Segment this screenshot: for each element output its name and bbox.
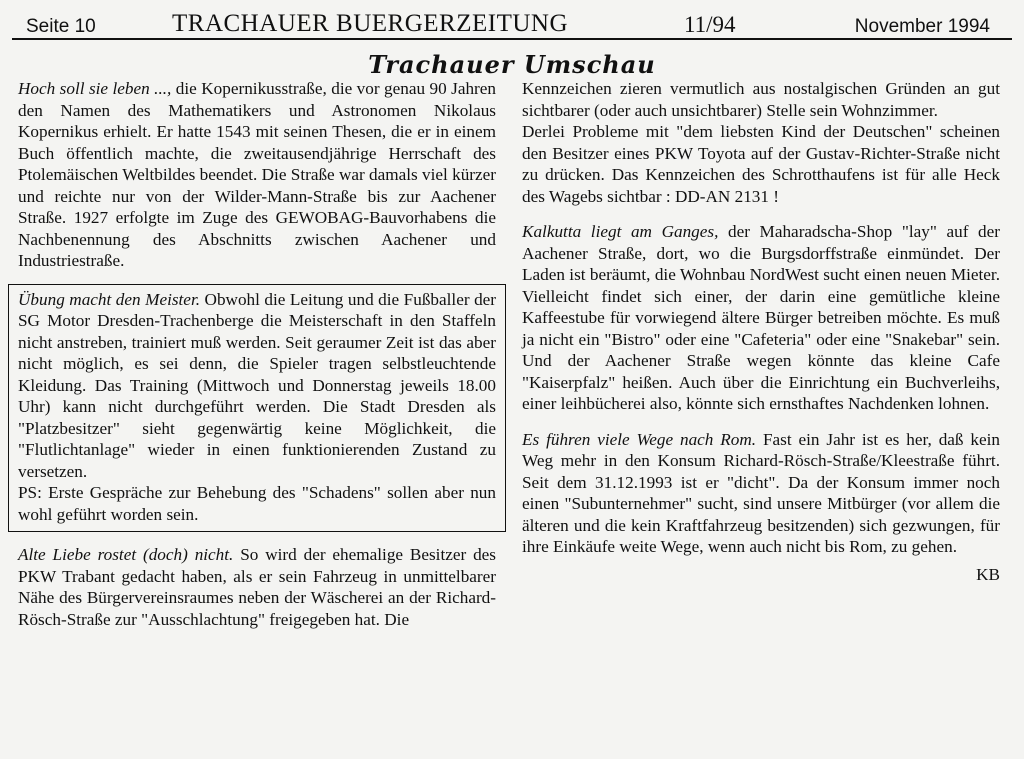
- boxed-article-uebung: [8, 284, 506, 533]
- issue-number: 11/94: [684, 12, 736, 37]
- article-body: Fast ein Jahr ist es her, daß kein Weg mehr in den Konsum Richard-Rösch-Straße/Kleestraße führt. Seit dem 31.12.1993 ist er "dicht". Da der Konsum immer noch einen "Subunternehmer" sucht, sind unsere Mitbürger (vor allem die älteren und die kein Kraftfahrzeug besitzenden) sich gezwungen, für ihre Einkäufe weite Wege, wenn auch nicht bis Rom, zu gehen.: [522, 429, 1000, 556]
- article-rom: [522, 429, 1000, 558]
- article-postscript: PS: Erste Gespräche zur Behebung des "Schadens" sollen aber nun wohl geführt worden sein.: [18, 483, 496, 524]
- article-kopernikus: [18, 78, 496, 272]
- article-kicker: Hoch soll sie leben ...,: [18, 79, 172, 98]
- left-column: [18, 78, 496, 630]
- newspaper-title: TRACHAUER BUERGERZEITUNG: [172, 10, 569, 37]
- article-toyota: Derlei Probleme mit "dem liebsten Kind der Deutschen" scheinen den Besitzer eines PKW Toyota auf der Gustav-Richter-Straße nicht zu drücken. Das Kennzeichen des Schrotthaufens ist für alle Heck des Wagebs sichtbar : DD-AN 2131 !: [522, 122, 1000, 206]
- page-number: Seite 10: [26, 16, 96, 37]
- article-liebe-continued: Kennzeichen zieren vermutlich aus nostalgischen Gründen an gut sichtbarer (oder auch unsichtbarer) Stelle sein Wohnzimmer.: [522, 79, 1000, 120]
- article-body: So wird der ehemalige Besitzer des PKW Trabant gedacht haben, als er sein Fahrzeug in unmittelbarer Nähe des Bürgervereinsraumes neben der Wäscherei an der Richard-Rösch-Straße zur "Ausschlachtung" freigegeben hat. Die: [18, 545, 496, 629]
- page-header: [12, 8, 1012, 40]
- issue-date: November 1994: [854, 16, 990, 37]
- article-body: Obwohl die Leitung und die Fußballer der SG Motor Dresden-Trachenberge die Meisterschaft in den Staffeln nicht anstreben, trainiert muß werden. Seit geraumer Zeit ist das aber nicht möglich, es sei denn, die Spieler tragen selbstleuchtende Kleidung. Das Training (Mittwoch und Donnerstag jeweils 18.00 Uhr) kann nicht durchgeführt werden. Die Stadt Dresden als "Platzbesitzer" sieht gegenwärtig keine Möglichkeit, die "Flutlichtanlage" wieder in einen funktionierenden Zustand zu versetzen.: [18, 289, 497, 481]
- article-kicker: Es führen viele Wege nach Rom.: [522, 429, 757, 449]
- article-kalkutta: [522, 221, 1000, 415]
- article-uebung: [18, 289, 496, 483]
- article-kicker: Alte Liebe rostet (doch) nicht.: [18, 545, 234, 564]
- right-column: [522, 78, 1000, 585]
- section-title: Trachauer Umschau: [368, 50, 656, 79]
- author-signature: KB: [976, 564, 1000, 584]
- article-body: der Maharadscha-Shop "lay" auf der Aachener Straße, dort, wo die Burgsdorffstraße einmündet. Der Laden ist beräumt, die Wohnbau NordWest sucht einen neuen Mieter. Vielleicht findet sich einer, der darin eine gemütliche kleine Kaffeestube für vorwiegend ältere Bürger betreiben möchte. Es muß ja nicht ein "Bistro" oder eine "Cafeteria" oder eine "Snakebar" sein. Und der Aachener Straße wegen könnte das kleine Cafe "Kaiserpfalz" heißen. Auch über die Einrichtung ein Buchverleihs, einer leihbücherei also, könnte sich ernsthaftes Nachdenken lohnen.: [522, 222, 1000, 413]
- article-liebe: [18, 544, 496, 630]
- article-kicker: Kalkutta liegt am Ganges,: [522, 222, 719, 241]
- article-kicker: Übung macht den Meister.: [18, 289, 201, 309]
- article-body: die Kopernikusstraße, die vor genau 90 Jahren den Namen des Mathematikers und Astronomen Nikolaus Kopernikus erhielt. Er hatte 1543 mit seinen Thesen, die er in einem Buch öffentlich machte, die zweitausendjährige Herrschaft des Ptolemäischen Weltbildes beendet. Die Straße war damals viel kürzer und reichte nur von der Wilder-Mann-Straße bis zur Aachener Straße. 1927 erfolgte im Zuge des GEWOBAG-Bauvorhabens die Nachbenennung des Abschnitts zwischen Aachener und Industriestraße.: [18, 79, 497, 270]
